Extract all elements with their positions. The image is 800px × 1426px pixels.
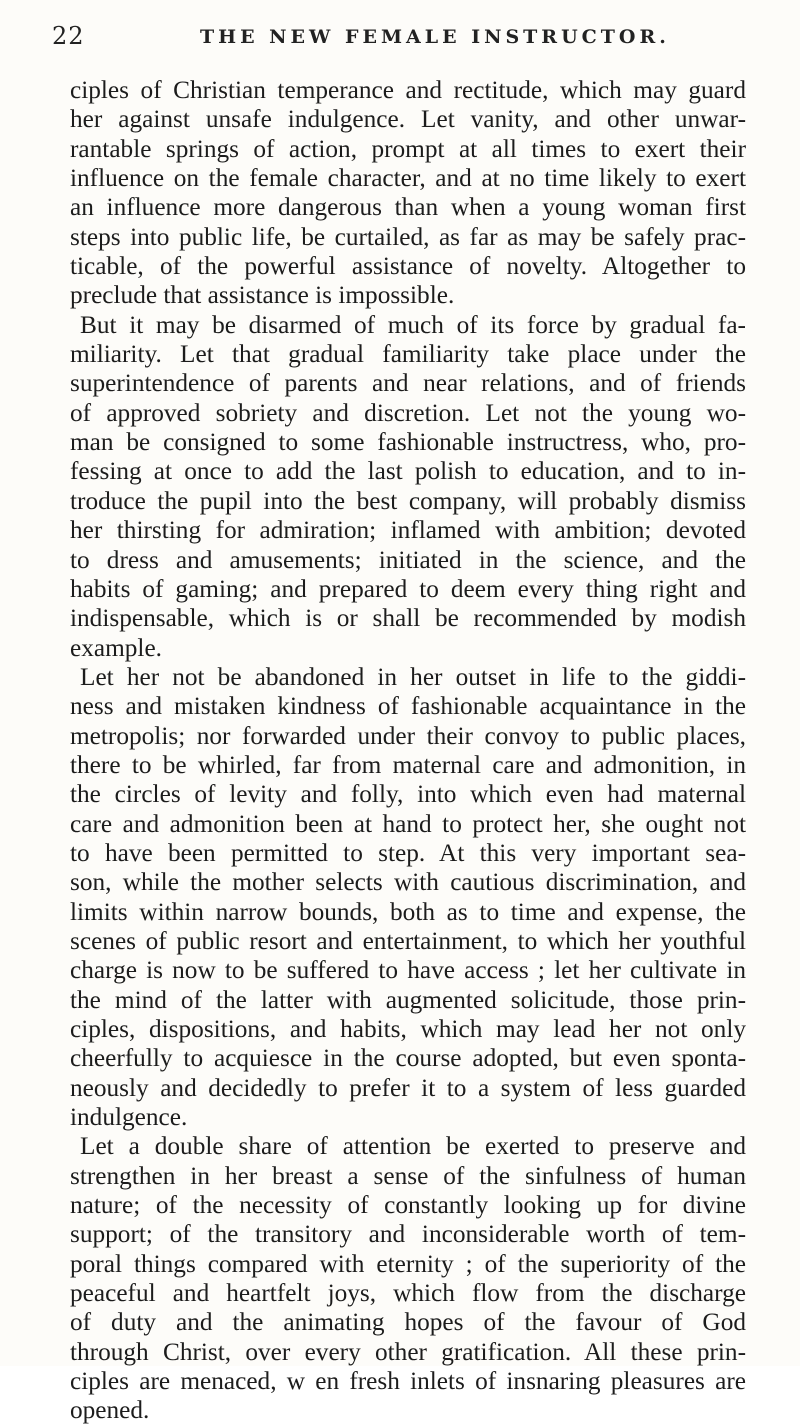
- text-line: to have been permitted to step. At this very important sea-: [70, 838, 746, 867]
- text-line: son, while the mother selects with cautious discrimination, and: [70, 868, 746, 897]
- running-head: [52, 22, 748, 54]
- text-line: metropolis; nor forwarded under their convoy to public places,: [70, 721, 746, 750]
- text-line: cheerfully to acquiesce in the course adopted, but even sponta-: [70, 1044, 746, 1073]
- text-line: there to be whirled, far from maternal care and admonition, in: [70, 750, 746, 779]
- text-line: through Christ, over every other gratification. All these prin-: [70, 1337, 746, 1366]
- text-line: her thirsting for admiration; inflamed with ambition; devoted: [70, 516, 746, 545]
- text-line: indulgence.: [70, 1103, 188, 1132]
- text-line: care and admonition been at hand to protect her, she ought not: [70, 809, 746, 838]
- text-line: nature; of the necessity of constantly looking up for divine: [70, 1191, 746, 1220]
- text-line: steps into public life, be curtailed, as far as may be safely prac-: [70, 222, 746, 251]
- text-line: example.: [70, 633, 163, 662]
- text-line: troduce the pupil into the best company, will probably dismiss: [70, 486, 746, 515]
- text-line: her against unsafe indulgence. Let vanity, and other unwar-: [70, 105, 746, 134]
- text-line: man be consigned to some fashionable instructress, who, pro-: [70, 428, 746, 457]
- text-line: Let her not be abandoned in her outset in life to the giddi-: [80, 662, 746, 691]
- text-line: But it may be disarmed of much of its force by gradual fa-: [80, 310, 746, 339]
- text-line: charge is now to be suffered to have access ; let her cultivate in: [70, 956, 746, 985]
- text-line: habits of gaming; and prepared to deem every thing right and: [70, 574, 746, 603]
- body-text: [70, 76, 746, 1426]
- text-line: rantable springs of action, prompt at all times to exert their: [70, 134, 746, 163]
- text-line: limits within narrow bounds, both as to time and expense, the: [70, 897, 746, 926]
- text-line: peaceful and heartfelt joys, which flow from the discharge: [70, 1279, 746, 1308]
- text-line: ciples, dispositions, and habits, which may lead her not only: [70, 1015, 746, 1043]
- text-line: poral things compared with eternity ; of the superiority of the: [70, 1249, 746, 1278]
- text-line: miliarity. Let that gradual familiarity take place under the: [70, 340, 746, 369]
- text-line: indispensable, which is or shall be recommended by modish: [70, 604, 746, 633]
- text-line: superintendence of parents and near relations, and of friends: [70, 369, 746, 398]
- text-line: fessing at once to add the last polish to education, and to in-: [70, 457, 746, 486]
- text-line: opened.: [70, 1396, 150, 1425]
- page-number: 22: [52, 22, 85, 50]
- text-line: ticable, of the powerful assistance of novelty. Altogether to: [70, 252, 746, 281]
- text-line: neously and decidedly to prefer it to a system of less guarded: [70, 1073, 746, 1102]
- running-title: THE NEW FEMALE INSTRUCTOR.: [200, 26, 670, 48]
- text-line: Let a double share of attention be exerted to preserve and: [80, 1132, 746, 1161]
- text-line: strengthen in her breast a sense of the sinfulness of human: [70, 1161, 746, 1190]
- text-line: an influence more dangerous than when a young woman first: [70, 193, 746, 222]
- text-line: ness and mistaken kindness of fashionable acquaintance in the: [70, 692, 746, 721]
- text-line: of duty and the animating hopes of the favour of God: [70, 1308, 746, 1337]
- text-line: ciples of Christian temperance and rectitude, which may guard: [70, 76, 746, 104]
- text-line: scenes of public resort and entertainment, to which her youthful: [70, 926, 746, 955]
- text-line: the mind of the latter with augmented solicitude, those prin-: [70, 985, 746, 1014]
- text-line: ciples are menaced, w en fresh inlets of insnaring pleasures are: [70, 1367, 746, 1396]
- text-line: the circles of levity and folly, into which even had maternal: [70, 780, 746, 809]
- text-line: support; of the transitory and inconsiderable worth of tem-: [70, 1220, 746, 1249]
- text-line: influence on the female character, and at no time likely to exert: [70, 164, 746, 193]
- text-line: of approved sobriety and discretion. Let not the young wo-: [70, 398, 746, 427]
- text-line: to dress and amusements; initiated in the science, and the: [70, 545, 746, 574]
- text-line: preclude that assistance is impossible.: [70, 281, 455, 310]
